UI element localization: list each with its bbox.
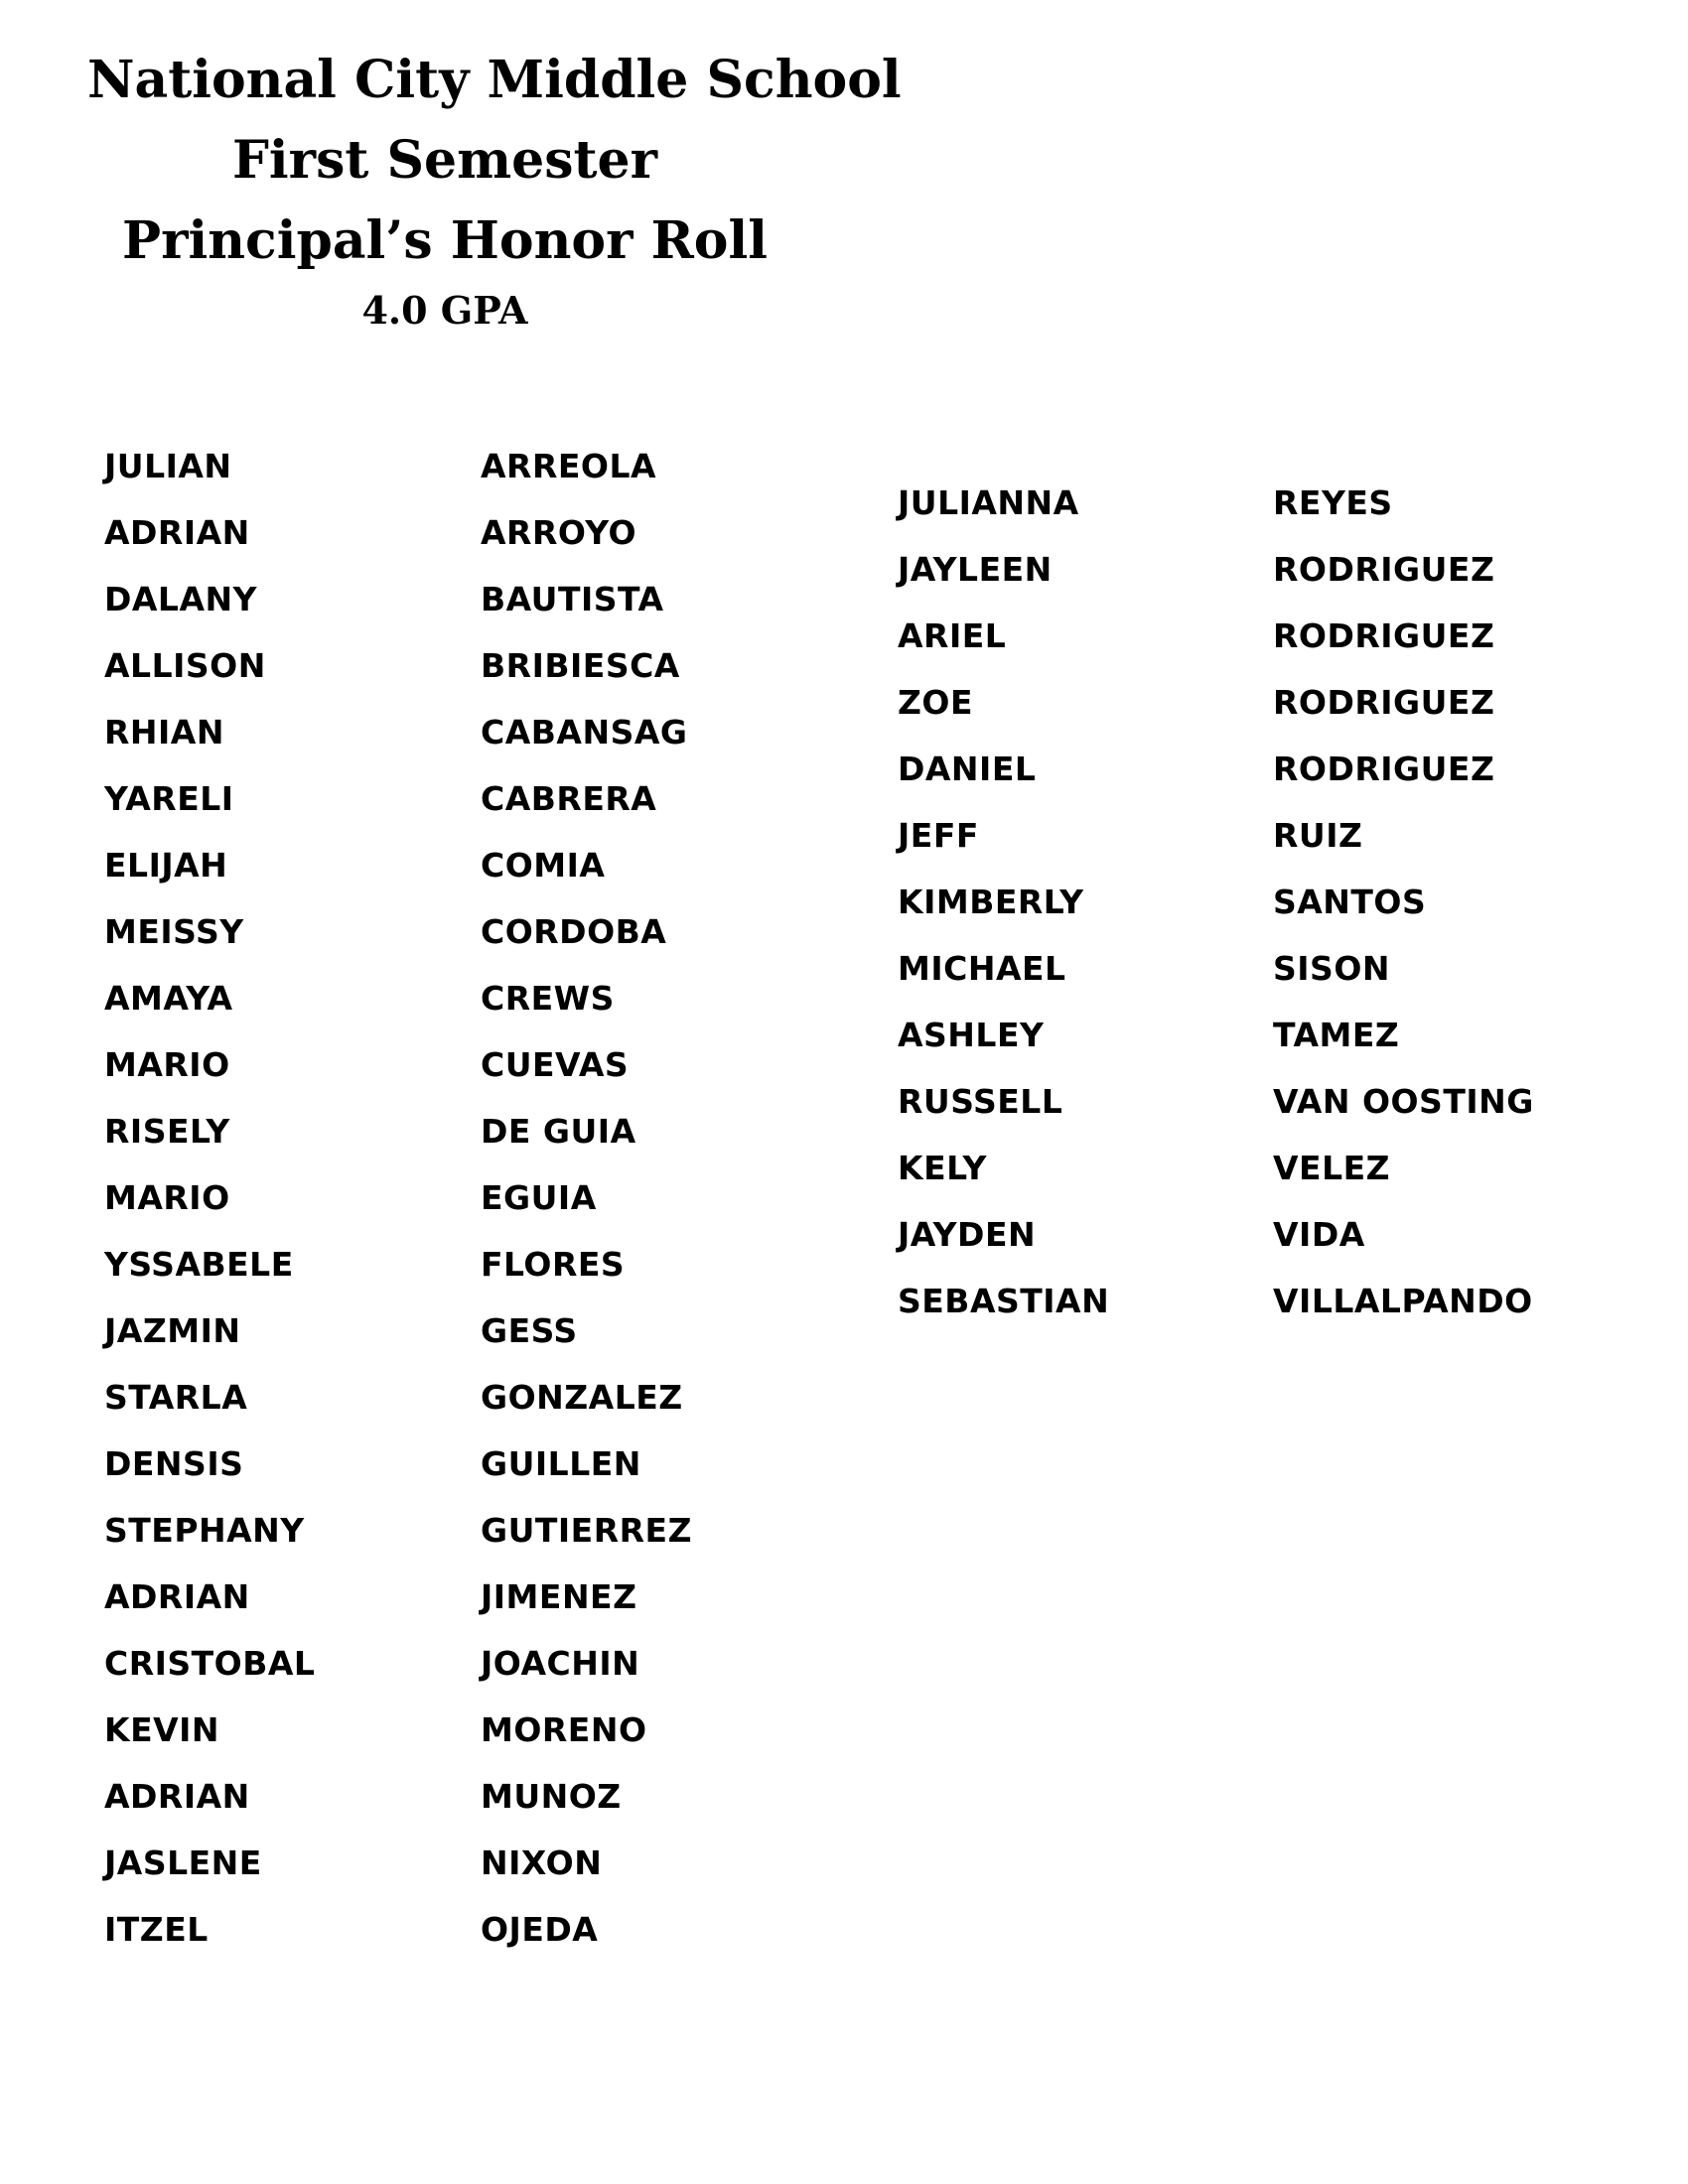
- first-name: JASLENE: [104, 1843, 262, 1882]
- first-name: YSSABELE: [104, 1245, 294, 1284]
- first-name: ADRIAN: [104, 1777, 250, 1816]
- last-name-column-left: [481, 433, 692, 1963]
- last-name: MORENO: [481, 1710, 647, 1749]
- last-name: GESS: [481, 1311, 578, 1350]
- first-name: JULIAN: [104, 447, 232, 485]
- first-name: KIMBERLY: [898, 883, 1084, 921]
- first-name: MARIO: [104, 1045, 230, 1084]
- last-name: CORDOBA: [481, 912, 667, 951]
- last-name: JIMENEZ: [481, 1577, 637, 1616]
- last-name: SISON: [1273, 949, 1390, 988]
- last-name-column-right: [1273, 470, 1534, 1334]
- honor-roll-title: Principal’s Honor Roll: [122, 210, 768, 271]
- last-name: DE GUIA: [481, 1112, 636, 1151]
- last-name: SANTOS: [1273, 883, 1427, 921]
- first-name: JAZMIN: [104, 1311, 241, 1350]
- last-name: RODRIGUEZ: [1273, 550, 1495, 589]
- document-header: [87, 40, 902, 341]
- last-name: CREWS: [481, 979, 615, 1018]
- first-name: MICHAEL: [898, 949, 1066, 988]
- last-name: BAUTISTA: [481, 580, 664, 618]
- first-name: ASHLEY: [898, 1016, 1045, 1054]
- last-name: NIXON: [481, 1843, 603, 1882]
- last-name: GUILLEN: [481, 1444, 641, 1483]
- last-name: REYES: [1273, 483, 1393, 522]
- last-name: RODRIGUEZ: [1273, 750, 1495, 788]
- last-name: RUIZ: [1273, 816, 1363, 855]
- last-name: TAMEZ: [1273, 1016, 1400, 1054]
- first-name: CRISTOBAL: [104, 1644, 316, 1683]
- first-name: RHIAN: [104, 713, 224, 751]
- last-name: VELEZ: [1273, 1149, 1391, 1187]
- first-name: ELIJAH: [104, 846, 228, 885]
- last-name: BRIBIESCA: [481, 646, 680, 685]
- last-name: CUEVAS: [481, 1045, 630, 1084]
- first-name: AMAYA: [104, 979, 233, 1018]
- first-name: KELY: [898, 1149, 987, 1187]
- first-name: ARIEL: [898, 616, 1007, 655]
- first-name: JULIANNA: [898, 483, 1079, 522]
- first-name: ADRIAN: [104, 513, 250, 552]
- last-name: FLORES: [481, 1245, 626, 1284]
- first-name: KEVIN: [104, 1710, 220, 1749]
- first-name: JAYLEEN: [898, 550, 1053, 589]
- first-name: MEISSY: [104, 912, 244, 951]
- last-name: COMIA: [481, 846, 606, 885]
- last-name: RODRIGUEZ: [1273, 616, 1495, 655]
- last-name: MUNOZ: [481, 1777, 622, 1816]
- first-name: ZOE: [898, 683, 974, 722]
- last-name: OJEDA: [481, 1910, 599, 1949]
- first-name: RISELY: [104, 1112, 230, 1151]
- last-name: VILLALPANDO: [1273, 1282, 1533, 1320]
- last-name: JOACHIN: [481, 1644, 640, 1683]
- last-name: VAN OOSTING: [1273, 1082, 1534, 1121]
- first-name: SEBASTIAN: [898, 1282, 1110, 1320]
- last-name: CABRERA: [481, 779, 657, 818]
- last-name: EGUIA: [481, 1178, 597, 1217]
- first-name: JEFF: [898, 816, 979, 855]
- last-name: VIDA: [1273, 1215, 1365, 1254]
- last-name: ARREOLA: [481, 447, 657, 485]
- gpa-label: 4.0 GPA: [361, 288, 528, 333]
- first-name-column-right: [898, 470, 1109, 1334]
- last-name: GUTIERREZ: [481, 1511, 693, 1550]
- semester-title: First Semester: [232, 130, 657, 191]
- last-name: GONZALEZ: [481, 1378, 683, 1417]
- first-name: STARLA: [104, 1378, 248, 1417]
- first-name: DALANY: [104, 580, 258, 618]
- first-name: YARELI: [104, 779, 234, 818]
- school-name: National City Middle School: [87, 50, 902, 110]
- first-name: DANIEL: [898, 750, 1037, 788]
- first-name: DENSIS: [104, 1444, 244, 1483]
- last-name: ARROYO: [481, 513, 637, 552]
- first-name-column-left: [104, 433, 315, 1963]
- first-name: MARIO: [104, 1178, 230, 1217]
- first-name: JAYDEN: [898, 1215, 1037, 1254]
- first-name: ALLISON: [104, 646, 266, 685]
- last-name: CABANSAG: [481, 713, 688, 751]
- first-name: ITZEL: [104, 1910, 209, 1949]
- first-name: ADRIAN: [104, 1577, 250, 1616]
- last-name: RODRIGUEZ: [1273, 683, 1495, 722]
- first-name: RUSSELL: [898, 1082, 1063, 1121]
- first-name: STEPHANY: [104, 1511, 305, 1550]
